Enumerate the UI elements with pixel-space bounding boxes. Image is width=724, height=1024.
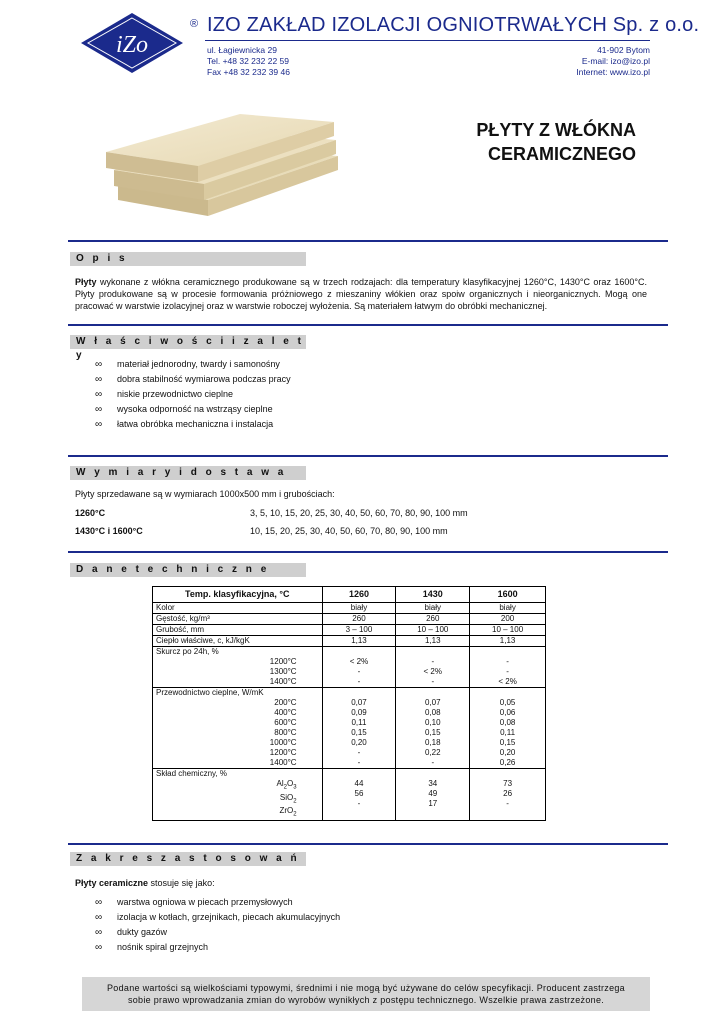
temp-label: 1400°C — [269, 758, 297, 767]
table-cell: 34 — [428, 779, 438, 788]
list-item — [95, 357, 291, 372]
infinity-bullet-icon: ∞ — [95, 927, 103, 938]
list-item-text: łatwa obróbka mechaniczna i instalacja — [117, 419, 274, 429]
table-cell-stack — [322, 688, 396, 769]
table-cell: - — [357, 758, 361, 767]
table-cell: 0,10 — [424, 718, 441, 727]
table-cell: - — [357, 748, 361, 757]
zakres-lead: Płyty ceramiczne — [75, 878, 149, 888]
row-label: Skurcz po 24h, % — [156, 647, 219, 656]
logo-text: iZo — [115, 32, 149, 58]
table-row — [153, 625, 546, 636]
table-cell: - — [431, 677, 435, 686]
disclaimer-note — [82, 977, 650, 1011]
zakres-intro — [75, 878, 215, 888]
table-cell: biały — [470, 603, 546, 614]
row-label-stack — [153, 769, 323, 821]
dim-label-1260: 1260°C — [75, 508, 106, 518]
table-cell: - — [506, 799, 509, 808]
dim-label-1430-1600: 1430°C i 1600°C — [75, 526, 143, 536]
temp-label: 200°C — [274, 698, 297, 707]
table-cell: 10 – 100 — [470, 625, 546, 636]
temp-label: 1200°C — [269, 748, 297, 757]
table-header-row — [153, 587, 546, 603]
list-item — [95, 372, 291, 387]
table-header-cell: Temp. klasyfikacyjna, °C — [153, 587, 323, 603]
section-rule — [68, 843, 668, 845]
infinity-bullet-icon: ∞ — [95, 419, 103, 430]
table-cell: 0,22 — [424, 748, 441, 757]
table-cell-stack — [470, 688, 546, 769]
table-cell: 260 — [322, 614, 396, 625]
list-item — [95, 910, 340, 925]
list-item-text: materiał jednorodny, twardy i samonośny — [117, 359, 280, 369]
temp-label: 1400°C — [269, 677, 297, 686]
section-rule — [68, 324, 668, 326]
section-heading-opis: O p i s — [70, 252, 306, 266]
compound-label: ZrO$_2$ — [279, 806, 297, 818]
address-left — [207, 45, 290, 78]
list-item-text: warstwa ogniowa w piecach przemysłowych — [117, 897, 293, 907]
list-item — [95, 925, 340, 940]
table-cell: < 2% — [498, 677, 517, 686]
address-city: 41-902 Bytom — [597, 45, 650, 55]
table-cell: 0,15 — [424, 728, 441, 737]
table-cell: 44 — [354, 779, 364, 788]
zakres-lead-rest: stosuje się jako: — [148, 878, 215, 888]
list-item-text: nośnik spiral grzejnych — [117, 942, 209, 952]
table-cell-stack — [322, 769, 396, 821]
table-cell: 0,07 — [351, 698, 367, 707]
table-cell: 0,11 — [351, 718, 367, 727]
table-cell: biały — [322, 603, 396, 614]
infinity-bullet-icon: ∞ — [95, 942, 103, 953]
list-item — [95, 387, 291, 402]
section-rule — [68, 240, 668, 242]
table-cell: - — [431, 758, 435, 767]
list-item-text: niskie przewodnictwo cieplne — [117, 389, 234, 399]
table-cell: < 2% — [349, 657, 369, 666]
table-row — [153, 636, 546, 647]
table-cell: - — [506, 667, 509, 676]
table-cell-stack — [396, 688, 470, 769]
list-item-text: dukty gazów — [117, 927, 168, 937]
row-label: Ciepło właściwe, c, kJ/kgK — [153, 636, 323, 647]
opis-lead: Płyty — [75, 277, 97, 287]
table-header-cell: 1260 — [322, 587, 396, 603]
table-cell: < 2% — [423, 667, 442, 676]
temp-label: 1300°C — [269, 667, 297, 676]
table-cell: 17 — [428, 799, 438, 808]
temp-label: 600°C — [274, 718, 297, 727]
address-fax: Fax +48 32 232 39 46 — [207, 67, 290, 77]
company-name: IZO ZAKŁAD IZOLACJI OGNIOTRWAŁYCH Sp. z o.o. — [207, 14, 700, 36]
table-cell: 1,13 — [396, 636, 470, 647]
registered-mark: ® — [190, 18, 199, 30]
list-item-text: wysoka odporność na wstrząsy cieplne — [117, 404, 273, 414]
table-cell: 0,18 — [424, 738, 441, 747]
row-label: Grubość, mm — [153, 625, 323, 636]
row-label: Kolor — [153, 603, 323, 614]
table-row-skurcz — [153, 647, 546, 688]
address-website: Internet: www.izo.pl — [576, 67, 650, 77]
disclaimer-line1: Podane wartości są wielkościami typowymi, średnimi i nie mogą być używane do celów specyfikacji. Producent zastrzega — [106, 983, 625, 993]
infinity-bullet-icon: ∞ — [95, 359, 103, 370]
opis-paragraph — [75, 276, 647, 312]
table-cell: 1,13 — [322, 636, 396, 647]
disclaimer-line2: sobie prawo wprowadzania zmian do wyrobów wynikłych z postępu technicznego. Wszelkie prawa zastrzeżone. — [127, 995, 605, 1005]
table-cell: 260 — [396, 614, 470, 625]
table-cell: 0,08 — [499, 718, 516, 727]
infinity-bullet-icon: ∞ — [95, 389, 103, 400]
row-label: Skład chemiczny, % — [156, 769, 227, 778]
table-row-sklad — [153, 769, 546, 821]
table-cell: 10 – 100 — [396, 625, 470, 636]
infinity-bullet-icon: ∞ — [95, 404, 103, 415]
infinity-bullet-icon: ∞ — [95, 897, 103, 908]
table-cell: 3 – 100 — [322, 625, 396, 636]
table-cell: 1,13 — [470, 636, 546, 647]
temp-label: 1200°C — [269, 657, 297, 666]
section-heading-dane: D a n e t e c h n i c z n e — [70, 563, 306, 577]
wlasciwosci-list — [95, 357, 291, 432]
table-cell-stack — [396, 647, 470, 688]
opis-text: wykonane z włókna ceramicznego produkowane są w trzech rodzajach: dla temperatury klasyfikacyjnej 1260°C, 1430°C oraz 1600°C. Płyty produkowane są w procesie formowania próżniowego z mieszaniny włókien oraz spoiw organicznych i nieorganicznych. Mogą one pracować w warstwie izolacyjnej oraz w warstwie roboczej wyłożenia. Są materiałem łatwym do obróbki mechanicznej. — [75, 277, 647, 311]
table-cell: - — [357, 677, 361, 686]
table-cell-stack — [470, 769, 546, 821]
product-title-line1: PŁYTY Z WŁÓKNA — [476, 120, 636, 140]
table-cell: 56 — [354, 789, 364, 798]
address-street: ul. Łagiewnicka 29 — [207, 45, 277, 55]
temp-label: 400°C — [274, 708, 297, 717]
table-cell: 0,05 — [499, 698, 516, 707]
address-phone: Tel. +48 32 232 22 59 — [207, 56, 289, 66]
product-title-line2: CERAMICZNEGO — [488, 144, 636, 164]
section-rule — [68, 455, 668, 457]
zakres-list — [95, 895, 340, 955]
table-cell: biały — [396, 603, 470, 614]
list-item — [95, 402, 291, 417]
table-cell: 0,08 — [424, 708, 441, 717]
table-cell-stack — [396, 769, 470, 821]
table-cell: 0,06 — [499, 708, 516, 717]
product-boards-image — [98, 108, 348, 238]
row-label: Gęstość, kg/m³ — [153, 614, 323, 625]
table-row-przewodnictwo — [153, 688, 546, 769]
section-heading-wlasciwosci: W ł a ś c i w o ś c i i z a l e t y — [70, 335, 306, 349]
table-cell: 200 — [470, 614, 546, 625]
table-cell-stack — [470, 647, 546, 688]
table-cell: 49 — [428, 789, 438, 798]
row-label: Przewodnictwo cieplne, W/mK — [156, 688, 264, 697]
table-cell: 0,09 — [351, 708, 367, 717]
compound-label: $Al_2O_3$ — [276, 779, 297, 791]
list-item — [95, 895, 340, 910]
table-cell: 0,11 — [500, 728, 516, 737]
row-label-stack — [153, 688, 323, 769]
product-title — [470, 118, 636, 166]
table-cell: 0,20 — [351, 738, 367, 747]
dim-value-1260: 3, 5, 10, 15, 20, 25, 30, 40, 50, 60, 70, 80, 90, 100 mm — [250, 508, 468, 518]
table-header-cell: 1600 — [470, 587, 546, 603]
table-cell: 0,26 — [499, 758, 516, 767]
table-cell: - — [357, 667, 361, 676]
table-cell: 73 — [503, 779, 513, 788]
table-row — [153, 603, 546, 614]
dim-value-1430-1600: 10, 15, 20, 25, 30, 40, 50, 60, 70, 80, 90, 100 mm — [250, 526, 448, 536]
table-cell: - — [357, 799, 361, 808]
header-rule — [205, 40, 650, 41]
wymiary-intro: Płyty sprzedawane są w wymiarach 1000x500 mm i grubościach: — [75, 489, 335, 499]
section-heading-zakres: Z a k r e s z a s t o s o w a ń — [70, 852, 306, 866]
list-item — [95, 940, 340, 955]
infinity-bullet-icon: ∞ — [95, 374, 103, 385]
technical-data-table — [152, 586, 546, 821]
temp-label: 1000°C — [269, 738, 297, 747]
compound-label: SiO$_2$ — [279, 792, 297, 805]
list-item-text: dobra stabilność wymiarowa podczas pracy — [117, 374, 291, 384]
table-cell: 0,15 — [499, 738, 516, 747]
table-cell: - — [506, 657, 509, 666]
list-item-text: izolacja w kotłach, grzejnikach, piecach akumulacyjnych — [117, 912, 341, 922]
infinity-bullet-icon: ∞ — [95, 912, 103, 923]
table-cell: - — [431, 657, 435, 666]
address-right — [576, 45, 650, 78]
list-item — [95, 417, 291, 432]
row-label-stack — [153, 647, 323, 688]
address-email: E-mail: izo@izo.pl — [581, 56, 650, 66]
table-cell: 0,20 — [499, 748, 516, 757]
company-logo — [80, 12, 184, 74]
table-cell: 0,15 — [351, 728, 367, 737]
table-cell: 26 — [503, 789, 513, 798]
section-heading-wymiary: W y m i a r y i d o s t a w a — [70, 466, 306, 480]
table-row — [153, 614, 546, 625]
temp-label: 800°C — [274, 728, 297, 737]
table-cell-stack — [322, 647, 396, 688]
section-rule — [68, 551, 668, 553]
table-cell: 0,07 — [424, 698, 441, 707]
table-header-cell: 1430 — [396, 587, 470, 603]
